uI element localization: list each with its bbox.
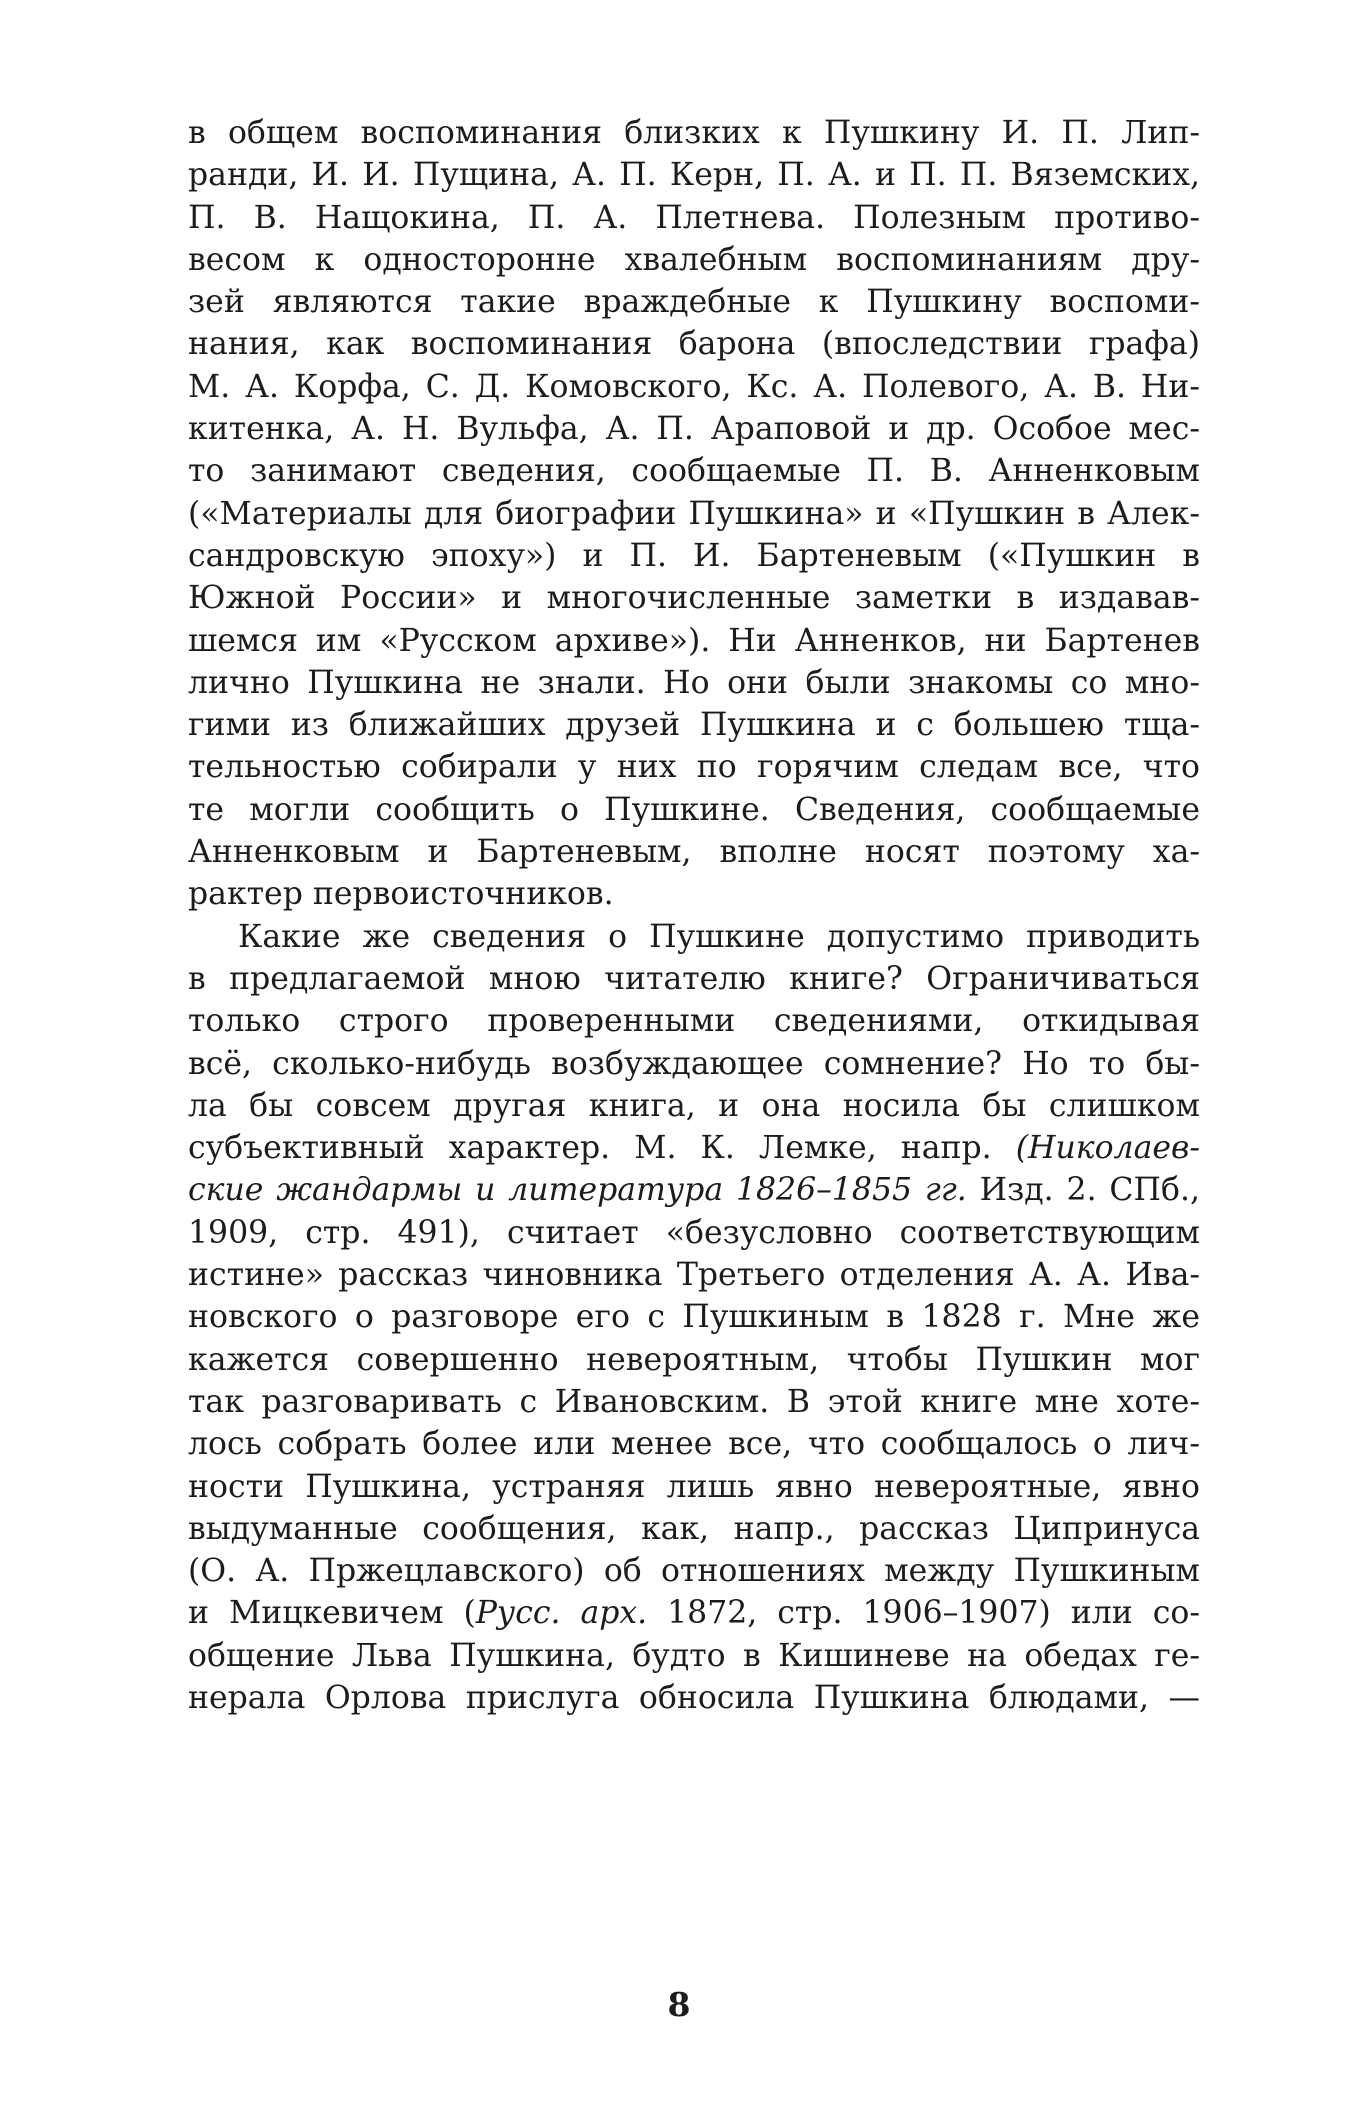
text-line bbox=[188, 1169, 1200, 1211]
text-line bbox=[188, 577, 1200, 619]
text-segment: субъективный характер. М. К. Лемке, напр. bbox=[188, 1130, 1016, 1167]
text-line bbox=[188, 1296, 1200, 1338]
text-line bbox=[188, 662, 1200, 704]
text-line bbox=[188, 916, 1200, 958]
text-segment: то занимают сведения, сообщаемые П. В. Анненковым bbox=[188, 453, 1200, 490]
text-segment: сандровскую эпоху») и П. И. Бартеневым («Пушкин в bbox=[188, 537, 1200, 574]
text-segment: (О. А. Пржецлавского) об отношениях между Пушкиным bbox=[188, 1553, 1200, 1590]
text-line bbox=[188, 450, 1200, 492]
text-segment: рактер первоисточников. bbox=[188, 876, 614, 913]
text-segment: только строго проверенными сведениями, откидывая bbox=[188, 1003, 1200, 1040]
text-segment: («Материалы для биографии Пушкина» и «Пушкин в Алек- bbox=[188, 495, 1200, 532]
text-line bbox=[188, 789, 1200, 831]
text-line bbox=[188, 831, 1200, 873]
text-segment: шемся им «Русском архиве»). Ни Анненков, ни Бартенев bbox=[188, 622, 1200, 659]
text-segment: кажется совершенно невероятным, чтобы Пушкин мог bbox=[188, 1341, 1200, 1378]
text-line bbox=[188, 112, 1200, 154]
text-segment: нания, как воспоминания барона (впоследствии графа) bbox=[188, 326, 1200, 363]
text-segment: 1909, стр. 491), считает «безусловно соответствующим bbox=[188, 1214, 1200, 1251]
text-segment: китенка, А. Н. Вульфа, А. П. Араповой и др. Особое мес- bbox=[188, 411, 1200, 448]
text-segment: лично Пушкина не знали. Но они были знакомы со мно- bbox=[188, 664, 1200, 701]
text-line bbox=[188, 197, 1200, 239]
text-line bbox=[188, 281, 1200, 323]
text-segment: нерала Орлова прислуга обносила Пушкина блюдами, — bbox=[188, 1679, 1200, 1716]
text-line bbox=[188, 408, 1200, 450]
text-line bbox=[188, 366, 1200, 408]
text-line bbox=[188, 1677, 1200, 1719]
text-segment: Изд. 2. СПб., bbox=[966, 1172, 1200, 1209]
text-line bbox=[188, 1085, 1200, 1127]
text-segment: так разговаривать с Ивановским. В этой книге мне хоте- bbox=[188, 1383, 1200, 1420]
text-segment: Южной России» и многочисленные заметки в издавав- bbox=[188, 580, 1200, 617]
text-segment: те могли сообщить о Пушкине. Сведения, сообщаемые bbox=[188, 791, 1200, 828]
text-segment: ности Пушкина, устраняя лишь явно невероятные, явно bbox=[188, 1468, 1200, 1505]
text-segment: Какие же сведения о Пушкине допустимо приводить bbox=[238, 918, 1200, 955]
text-segment: зей являются такие враждебные к Пушкину воспоми- bbox=[188, 284, 1200, 321]
text-segment: лось собрать более или менее все, что сообщалось о лич- bbox=[188, 1426, 1200, 1463]
body-text bbox=[188, 112, 1200, 1719]
italic-text: ские жандармы и литература 1826–1855 гг. bbox=[188, 1172, 967, 1209]
text-line bbox=[188, 1339, 1200, 1381]
text-segment: ла бы совсем другая книга, и она носила бы слишком bbox=[188, 1087, 1200, 1124]
text-line bbox=[188, 493, 1200, 535]
text-line bbox=[188, 323, 1200, 365]
text-segment: истине» рассказ чиновника Третьего отделения А. А. Ива- bbox=[188, 1257, 1200, 1294]
text-segment: и Мицкевичем ( bbox=[188, 1595, 476, 1632]
text-line bbox=[188, 958, 1200, 1000]
text-segment: весом к односторонне хвалебным воспоминаниям дру- bbox=[188, 241, 1200, 278]
text-line bbox=[188, 535, 1200, 577]
text-line bbox=[188, 1635, 1200, 1677]
text-segment: Анненковым и Бартеневым, вполне носят поэтому ха- bbox=[188, 834, 1200, 871]
text-segment: П. В. Нащокина, П. А. Плетнева. Полезным противо- bbox=[188, 199, 1200, 236]
text-line bbox=[188, 1381, 1200, 1423]
text-segment: тельностью собирали у них по горячим следам все, что bbox=[188, 749, 1200, 786]
text-line bbox=[188, 1423, 1200, 1465]
text-segment: 1872, стр. 1906–1907) или со- bbox=[647, 1595, 1201, 1632]
text-line bbox=[188, 1127, 1200, 1169]
text-line bbox=[188, 239, 1200, 281]
page-number: 8 bbox=[667, 1985, 691, 2024]
text-segment: в предлагаемой мною читателю книге? Ограничиваться bbox=[188, 960, 1200, 997]
text-line bbox=[188, 1254, 1200, 1296]
italic-text: (Николаев- bbox=[1015, 1130, 1200, 1167]
text-segment: М. А. Корфа, С. Д. Комовского, Кс. А. Полевого, А. В. Ни- bbox=[188, 368, 1200, 405]
text-line bbox=[188, 1043, 1200, 1085]
text-segment: ранди, И. И. Пущина, А. П. Керн, П. А. и П. П. Вяземских, bbox=[188, 157, 1200, 194]
text-line bbox=[188, 873, 1200, 915]
text-segment: гими из ближайших друзей Пушкина и с большею тща- bbox=[188, 707, 1200, 744]
text-segment: выдуманные сообщения, как, напр., рассказ Ципринуса bbox=[188, 1510, 1200, 1547]
text-line bbox=[188, 620, 1200, 662]
text-line bbox=[188, 704, 1200, 746]
text-line bbox=[188, 1466, 1200, 1508]
text-segment: новского о разговоре его с Пушкиным в 1828 г. Мне же bbox=[188, 1299, 1200, 1336]
text-line bbox=[188, 1550, 1200, 1592]
text-segment: всё, сколько-нибудь возбуждающее сомнение? Но то бы- bbox=[188, 1045, 1200, 1082]
text-line bbox=[188, 746, 1200, 788]
text-line bbox=[188, 1592, 1200, 1634]
text-line bbox=[188, 154, 1200, 196]
text-line bbox=[188, 1212, 1200, 1254]
italic-text: Русс. арх. bbox=[475, 1595, 648, 1632]
text-segment: общение Льва Пушкина, будто в Кишиневе на обедах ге- bbox=[188, 1637, 1200, 1674]
text-segment: в общем воспоминания близких к Пушкину И. П. Лип- bbox=[188, 115, 1200, 151]
text-line bbox=[188, 1508, 1200, 1550]
text-line bbox=[188, 1000, 1200, 1042]
